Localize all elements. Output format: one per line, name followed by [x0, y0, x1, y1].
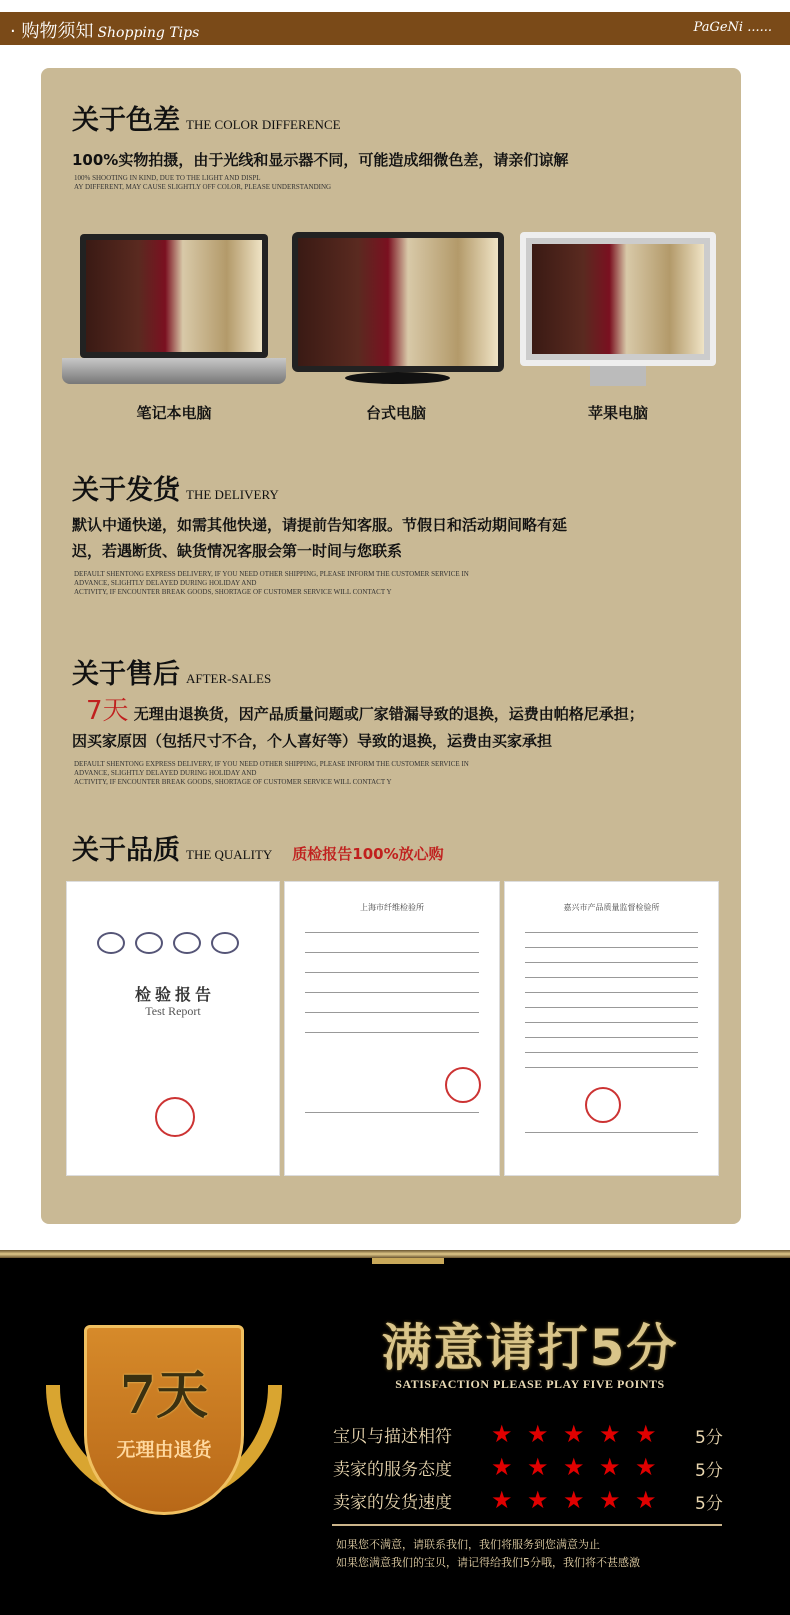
- laptop-image: [80, 234, 268, 358]
- star-icon: ★: [563, 1453, 585, 1481]
- aftersales-line-2: 因买家原因（包括尺寸不合，个人喜好等）导致的退换，运费由买家承担: [72, 732, 553, 750]
- rating-row: [333, 1488, 723, 1514]
- quality-tag: 质检报告100%放心购: [292, 845, 444, 863]
- cma-logo: [211, 932, 239, 954]
- quality-title-cn: 关于品质: [72, 835, 180, 866]
- delivery-line-2: 迟，若遇断货、缺货情况客服会第一时间与您联系: [72, 542, 403, 560]
- quality-title-en: THE QUALITY: [186, 847, 273, 862]
- color-en-1: 100% SHOOTING IN KIND, DUE TO THE LIGHT AND DISPL: [74, 174, 261, 182]
- aftersales-line-1: [86, 698, 644, 727]
- rating-label: 宝贝与描述相符: [333, 1427, 452, 1447]
- footer-line-2: 如果您满意我们的宝贝，请记得给我们5分哦，我们将不甚感激: [336, 1556, 640, 1569]
- aftersales-title-en: AFTER-SALES: [186, 671, 272, 686]
- star-icon: ★: [527, 1420, 549, 1448]
- aftersales-en-3: ACTIVITY, IF ENCOUNTER BREAK GOODS, SHORTAGE OF CUSTOMER SERVICE WILL CONTACT Y: [74, 778, 392, 786]
- delivery-title-en: THE DELIVERY: [186, 487, 279, 502]
- footer-line-1: 如果您不满意，请联系我们，我们将服务到您满意为止: [336, 1538, 600, 1551]
- aftersales-en-1: DEFAULT SHENTONG EXPRESS DELIVERY, IF YOU NEED OTHER SHIPPING, PLEASE INFORM THE CUSTOMER SERVICE IN: [74, 760, 469, 768]
- stamp-icon: [445, 1067, 481, 1103]
- delivery-en-3: ACTIVITY, IF ENCOUNTER BREAK GOODS, SHORTAGE OF CUSTOMER SERVICE WILL CONTACT Y: [74, 588, 392, 596]
- delivery-en-1: DEFAULT SHENTONG EXPRESS DELIVERY, IF YOU NEED OTHER SHIPPING, PLEASE INFORM THE CUSTOMER SERVICE IN: [74, 570, 469, 578]
- delivery-title-cn: 关于发货: [72, 475, 180, 506]
- gold-divider: [0, 1250, 790, 1258]
- star-icon: ★: [491, 1420, 513, 1448]
- delivery-line-1: 默认中通快递，如需其他快递，请提前告知客服。节假日和活动期间略有延: [72, 516, 568, 534]
- device-label-laptop: 笔记本电脑: [136, 404, 212, 422]
- rating-score: 5分: [695, 1461, 723, 1481]
- cert-logos: [97, 932, 247, 954]
- test-report-cover: [66, 881, 280, 1176]
- aftersales-title: [72, 652, 271, 691]
- report-title: 检 验 报 告: [134, 987, 211, 1004]
- star-icon: ★: [527, 1486, 549, 1514]
- laptop-base: [62, 358, 286, 384]
- header-title: · 购物须知 Shopping Tips: [10, 21, 200, 42]
- star-icon: ★: [527, 1453, 549, 1481]
- aftersales-line-1-text: 无理由退换货，因产品质量问题或厂家错漏导致的退换，运费由帕格尼承担；: [133, 705, 644, 723]
- test-report-page-3: [504, 881, 719, 1176]
- star-icon: ★: [491, 1453, 513, 1481]
- star-icon: ★: [635, 1453, 657, 1481]
- star-icon: ★: [599, 1420, 621, 1448]
- rating-row: [333, 1422, 723, 1448]
- brand-text: PaGeNi ......: [693, 20, 772, 35]
- rating-label: 卖家的服务态度: [333, 1460, 452, 1480]
- gold-tab: [372, 1258, 444, 1264]
- star-icon: ★: [599, 1453, 621, 1481]
- seven-day-badge: [46, 1325, 282, 1525]
- report-title-en: Test Report: [145, 1004, 201, 1018]
- badge-text: 无理由退货: [116, 1439, 212, 1461]
- cnas-logo: [135, 932, 163, 954]
- imac-image: [520, 232, 716, 366]
- star-icon: ★: [563, 1420, 585, 1448]
- color-text: 100%实物拍摄，由于光线和显示器不同，可能造成细微色差，请亲们谅解: [72, 151, 569, 169]
- rating-label: 卖家的发货速度: [333, 1493, 452, 1513]
- ilac-logo: [97, 932, 125, 954]
- rating-title: 满意请打5分: [381, 1319, 679, 1377]
- rating-score: 5分: [695, 1428, 723, 1448]
- imac-stand: [590, 366, 646, 386]
- rating-divider: [332, 1524, 722, 1526]
- aftersales-title-cn: 关于售后: [72, 659, 180, 690]
- device-label-imac: 苹果电脑: [587, 404, 648, 422]
- badge-days: 7天: [119, 1365, 209, 1426]
- star-icon: ★: [635, 1486, 657, 1514]
- color-en-2: AY DIFFERENT, MAY CAUSE SLIGHTLY OFF COLOR, PLEASE UNDERSTANDING: [74, 183, 332, 191]
- star-icon: ★: [635, 1420, 657, 1448]
- device-label-desktop: 台式电脑: [365, 404, 426, 422]
- test-report-page-2: [284, 881, 500, 1176]
- color-title-en: THE COLOR DIFFERENCE: [186, 117, 341, 132]
- star-icon: ★: [563, 1486, 585, 1514]
- shopping-tips-header: [0, 12, 790, 45]
- delivery-title: [72, 468, 279, 507]
- doc2-title: 上海市纤维检验所: [360, 903, 424, 912]
- rating-subtitle: SATISFACTION PLEASE PLAY FIVE POINTS: [395, 1377, 665, 1391]
- stamp-icon: [155, 1097, 195, 1137]
- color-title: [72, 98, 341, 137]
- rating-score: 5分: [695, 1494, 723, 1514]
- color-title-cn: 关于色差: [72, 105, 180, 136]
- desktop-image: [292, 232, 504, 372]
- seven-days: 7天: [86, 696, 129, 726]
- delivery-en-2: ADVANCE, SLIGHTLY DELAYED DURING HOLIDAY AND: [74, 579, 257, 587]
- doc3-title: 嘉兴市产品质量监督检验所: [563, 903, 660, 912]
- star-icon: ★: [599, 1486, 621, 1514]
- cal-logo: [173, 932, 201, 954]
- rating-row: [333, 1455, 723, 1481]
- stamp-icon: [585, 1087, 621, 1123]
- header-title-text: 购物须知: [21, 21, 94, 42]
- star-icon: ★: [491, 1486, 513, 1514]
- aftersales-en-2: ADVANCE, SLIGHTLY DELAYED DURING HOLIDAY AND: [74, 769, 257, 777]
- header-title-en: Shopping Tips: [97, 25, 200, 41]
- desktop-stand: [345, 372, 450, 384]
- quality-title: [72, 828, 444, 867]
